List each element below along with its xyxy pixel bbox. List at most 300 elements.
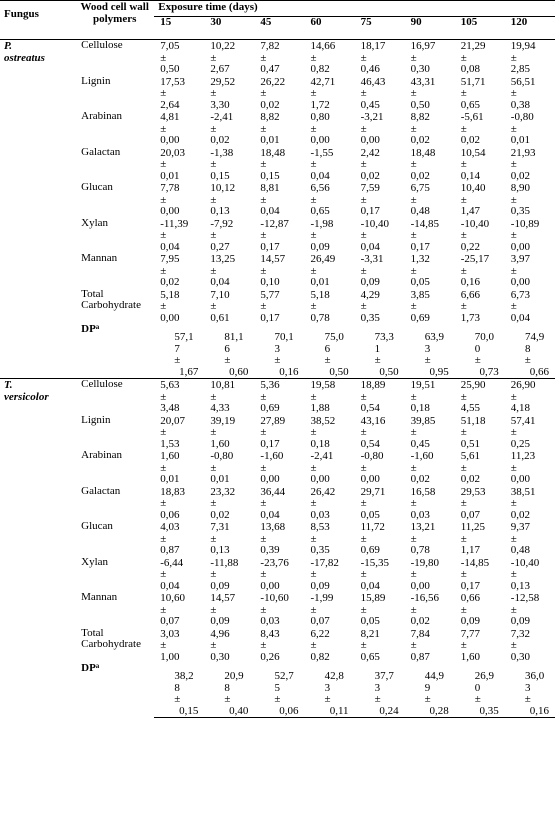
plus-minus-sign: ± (260, 497, 267, 509)
sd-value (405, 392, 455, 415)
mean-value (455, 324, 505, 355)
mean-value: 19,58 (304, 379, 354, 392)
polymer-name (75, 592, 154, 628)
plus-minus-sign: ± (474, 354, 481, 366)
sd-value (304, 569, 354, 592)
polymer-name (75, 415, 154, 451)
mean-value: -23,76 (260, 556, 289, 569)
sd-value (304, 230, 354, 253)
sd-value (154, 266, 204, 289)
mean-value: 20,07 (160, 414, 185, 427)
sd-value-text: 0,00 (510, 276, 531, 288)
sd-value (154, 569, 204, 592)
sd-value-text: 0,09 (210, 615, 230, 627)
mean-value: 26,90 (505, 379, 555, 392)
sd-value (304, 88, 354, 111)
polymer-name (75, 253, 154, 289)
sd-value (405, 569, 455, 592)
plus-minus-sign: ± (210, 603, 217, 616)
sd-value (154, 640, 204, 663)
plus-minus-sign: ± (210, 390, 217, 403)
mean-value: 38,52 (310, 414, 336, 427)
mean-value-text: 44,99 (424, 670, 444, 694)
mean-value (254, 324, 304, 355)
plus-minus-sign: ± (210, 300, 217, 312)
mean-value: 7,95 (160, 253, 180, 265)
plus-minus-sign: ± (360, 193, 367, 206)
plus-minus-sign: ± (410, 51, 417, 64)
sd-value-text: 1,67 (179, 365, 199, 378)
sd-value (505, 498, 555, 521)
plus-minus-sign: ± (410, 229, 417, 241)
sd-value (304, 301, 354, 324)
plus-minus-sign: ± (524, 693, 531, 705)
mean-value: -3,31 (360, 253, 384, 265)
mean-value-text: 81,16 (224, 331, 244, 355)
sd-value (405, 53, 455, 76)
plus-minus-sign: ± (460, 158, 467, 170)
mean-value: -14,85 (410, 217, 440, 230)
mean-value (505, 663, 555, 694)
sd-value-text: 0,45 (360, 98, 380, 111)
sd-value-text: 0,01 (160, 473, 180, 485)
plus-minus-sign: ± (210, 426, 217, 438)
sd-value-text: 1,88 (310, 402, 330, 414)
sd-value-text: 0,09 (360, 276, 380, 288)
sd-value (455, 694, 505, 718)
sd-value (204, 124, 254, 147)
mean-value-text: 70,13 (274, 331, 294, 355)
polymer-name (75, 76, 154, 112)
sd-value-text: 0,13 (210, 544, 230, 556)
mean-value-text: 36,03 (525, 670, 545, 694)
sd-value-text: 0,08 (460, 63, 480, 75)
mean-value: 10,22 (210, 40, 236, 52)
mean-value: 6,66 (460, 288, 480, 301)
sd-value (204, 266, 254, 289)
mean-value (355, 663, 405, 694)
polymer-label: Mannan (81, 591, 118, 603)
fungus-species: versicolor (4, 390, 49, 403)
mean-value: 5,18 (310, 288, 330, 301)
plus-minus-sign: ± (160, 300, 167, 312)
sd-value (254, 266, 304, 289)
mean-value: 6,22 (310, 627, 330, 640)
polymer-name (75, 557, 154, 593)
mean-value: 39,19 (210, 414, 236, 427)
sd-value-text: 4,33 (210, 402, 230, 414)
sd-value-text: 0,00 (410, 579, 430, 592)
plus-minus-sign: ± (424, 354, 431, 366)
sd-value-text: 0,01 (160, 169, 180, 182)
sd-value (154, 88, 204, 111)
sd-value-text: 0,11 (329, 704, 349, 717)
plus-minus-sign: ± (310, 461, 317, 474)
polymer-label: Arabinan (81, 110, 123, 122)
plus-minus-sign: ± (160, 426, 167, 438)
sd-value-text: 0,05 (410, 276, 430, 288)
polymer-label: Xylan (81, 216, 109, 229)
sd-value-text: 0,69 (410, 311, 430, 324)
header-day: 105 (455, 17, 505, 40)
sd-value (154, 463, 204, 486)
sd-value-text: 0,73 (479, 365, 499, 378)
sd-value-text: 0,00 (510, 240, 531, 253)
mean-value: 10,12 (210, 182, 236, 194)
plus-minus-sign: ± (460, 568, 467, 580)
sd-value-text: 0,25 (510, 437, 531, 450)
sd-value (355, 301, 405, 324)
sd-value-text: 0,22 (460, 240, 480, 253)
plus-minus-sign: ± (260, 603, 267, 616)
sd-value (204, 392, 254, 415)
plus-minus-sign: ± (410, 568, 417, 580)
plus-minus-sign: ± (374, 354, 381, 366)
sd-value (154, 355, 204, 379)
mean-value: 1,32 (410, 253, 430, 265)
mean-value: -0,80 (210, 450, 234, 462)
sd-value (505, 124, 555, 147)
sd-value-text: 0,30 (210, 650, 230, 663)
sd-value-text: 0,50 (410, 98, 430, 111)
sd-value-text: 0,02 (510, 508, 531, 521)
sd-value (154, 230, 204, 253)
plus-minus-sign: ± (260, 122, 267, 135)
sd-value (355, 605, 405, 628)
sd-value (455, 355, 505, 379)
sd-value-text: 0,00 (510, 473, 531, 485)
mean-value: 21,93 (510, 146, 536, 159)
sd-value (455, 53, 505, 76)
plus-minus-sign: ± (160, 193, 167, 206)
mean-value: -1,60 (260, 450, 284, 462)
plus-minus-sign: ± (360, 390, 367, 403)
sd-value-text: 0,00 (160, 205, 180, 217)
sd-value (254, 301, 304, 324)
plus-minus-sign: ± (210, 87, 217, 99)
mean-value: 18,83 (160, 485, 185, 498)
mean-value: 14,57 (210, 592, 236, 604)
sd-value-text: 0,07 (160, 615, 180, 627)
sd-value-text: 0,61 (210, 311, 230, 324)
sd-value (304, 124, 354, 147)
plus-minus-sign: ± (174, 693, 181, 705)
plus-minus-sign: ± (310, 497, 317, 509)
mean-value-text: 37,73 (374, 670, 394, 694)
mean-value: -11,88 (210, 556, 239, 569)
mean-value: 14,66 (310, 40, 336, 52)
sd-value-text: 0,00 (360, 473, 380, 485)
sd-value (505, 605, 555, 628)
sd-value-text: 0,51 (460, 437, 480, 450)
plus-minus-sign: ± (310, 532, 317, 545)
sd-value (455, 124, 505, 147)
mean-value: 51,18 (460, 414, 486, 427)
mean-value: 29,71 (360, 485, 386, 498)
sd-value-text: 0,16 (529, 704, 549, 717)
mean-value: 46,43 (360, 75, 386, 88)
sd-value-text: 0,09 (310, 240, 330, 253)
sd-value (154, 605, 204, 628)
sd-value-text: 0,02 (260, 98, 280, 111)
plus-minus-sign: ± (324, 693, 331, 705)
sd-value (405, 694, 455, 718)
sd-value (505, 392, 555, 415)
sd-value (254, 195, 304, 218)
sd-value-text: 0,04 (210, 276, 230, 288)
mean-value: 26,22 (260, 75, 286, 88)
plus-minus-sign: ± (360, 51, 367, 64)
plus-minus-sign: ± (360, 87, 367, 99)
plus-minus-sign: ± (260, 300, 267, 312)
sd-value (405, 124, 455, 147)
plus-minus-sign: ± (160, 122, 167, 135)
polymer-label: Galactan (81, 145, 121, 158)
mean-value: -2,41 (210, 111, 234, 123)
sd-value-text: 1,60 (210, 437, 230, 450)
plus-minus-sign: ± (310, 193, 317, 206)
polymer-name (75, 324, 154, 379)
mean-value: 4,81 (160, 111, 180, 123)
sd-value-text: 0,04 (310, 169, 330, 182)
sd-value (304, 355, 354, 379)
mean-value: -19,80 (410, 556, 440, 569)
sd-value (355, 640, 405, 663)
sd-value-text: 1,72 (310, 98, 330, 111)
mean-value: -1,98 (310, 217, 334, 230)
sd-value-text: 0,13 (510, 579, 531, 592)
mean-value (254, 663, 304, 694)
mean-value: 16,58 (410, 485, 436, 498)
sd-value (304, 694, 354, 718)
plus-minus-sign: ± (210, 51, 217, 64)
plus-minus-sign: ± (410, 461, 417, 474)
sd-value-text: 0,06 (160, 508, 180, 521)
sd-value-text: 0,24 (379, 704, 399, 717)
sd-value (254, 534, 304, 557)
mean-value: 0,66 (460, 592, 480, 604)
mean-value: 7,78 (160, 182, 180, 194)
mean-value: 27,89 (260, 414, 286, 427)
plus-minus-sign: ± (174, 354, 181, 366)
sd-value-text: 0,65 (310, 205, 330, 217)
header-day: 75 (355, 17, 405, 40)
plus-minus-sign: ± (460, 51, 467, 64)
sd-value-text: 1,17 (460, 544, 480, 556)
mean-value: 7,82 (260, 40, 280, 52)
plus-minus-sign: ± (310, 87, 317, 99)
sd-value-text: 2,67 (210, 63, 230, 75)
plus-minus-sign: ± (160, 264, 167, 277)
mean-value: 39,85 (410, 414, 436, 427)
mean-value: 17,53 (160, 75, 185, 88)
plus-minus-sign: ± (360, 426, 367, 438)
mean-value-text: 52,75 (274, 670, 294, 694)
plus-minus-sign: ± (410, 264, 417, 277)
sd-value (204, 640, 254, 663)
sd-value (355, 694, 405, 718)
polymer-label: Cellulose (81, 378, 123, 390)
mean-value: 7,59 (360, 182, 380, 194)
sd-value (304, 498, 354, 521)
mean-value (405, 324, 455, 355)
sd-value-text: 0,14 (460, 169, 480, 182)
sd-value-text: 0,17 (260, 311, 280, 324)
mean-value: 6,56 (310, 182, 330, 194)
polymer-name (75, 289, 154, 325)
mean-value-text: 20,98 (224, 670, 244, 694)
plus-minus-sign: ± (424, 693, 431, 705)
mean-value: 18,48 (260, 146, 286, 159)
plus-minus-sign: ± (374, 693, 381, 705)
sd-value-text: 0,00 (310, 134, 330, 146)
plus-minus-sign: ± (410, 603, 417, 616)
plus-minus-sign: ± (324, 354, 331, 366)
sd-value (505, 694, 555, 718)
mean-value: 18,48 (410, 146, 436, 159)
plus-minus-sign: ± (210, 264, 217, 277)
mean-value: 10,60 (160, 592, 185, 604)
mean-value: 18,89 (355, 379, 405, 392)
mean-value (304, 663, 354, 694)
plus-minus-sign: ± (410, 639, 417, 651)
dp-footnote-marker: a (95, 323, 100, 331)
sd-value-text: 0,54 (360, 437, 380, 450)
plus-minus-sign: ± (260, 87, 267, 99)
plus-minus-sign: ± (274, 354, 281, 366)
mean-value: 10,40 (460, 182, 486, 194)
sd-value (204, 230, 254, 253)
sd-value (154, 694, 204, 718)
mean-value: 8,82 (260, 111, 280, 123)
sd-value (405, 230, 455, 253)
plus-minus-sign: ± (310, 229, 317, 241)
sd-value (505, 301, 555, 324)
sd-value-text: 4,55 (460, 402, 480, 414)
plus-minus-sign: ± (310, 158, 317, 170)
plus-minus-sign: ± (260, 639, 267, 651)
sd-value (254, 569, 304, 592)
sd-value-text: 0,50 (160, 63, 180, 75)
header-day: 45 (254, 17, 304, 40)
sd-value (304, 53, 354, 76)
polymer-label: Total Carbohydrate (81, 287, 141, 311)
mean-value: -0,80 (510, 111, 534, 123)
mean-value: 42,71 (310, 75, 336, 88)
sd-value (355, 427, 405, 450)
sd-value (355, 195, 405, 218)
plus-minus-sign: ± (274, 693, 281, 705)
plus-minus-sign: ± (160, 390, 167, 403)
sd-value (204, 605, 254, 628)
sd-value (455, 569, 505, 592)
sd-value (405, 605, 455, 628)
mean-value: 8,82 (410, 111, 430, 123)
mean-value (204, 324, 254, 355)
sd-value-text: 0,04 (260, 508, 280, 521)
mean-value: -10,40 (460, 217, 490, 230)
mean-value: 5,36 (254, 379, 304, 392)
mean-value: 29,52 (210, 75, 236, 88)
mean-value: 11,23 (510, 450, 536, 462)
sd-value (455, 427, 505, 450)
plus-minus-sign: ± (460, 264, 467, 277)
plus-minus-sign: ± (260, 51, 267, 64)
polymer-name (75, 663, 154, 718)
sd-value-text: 0,15 (179, 704, 199, 717)
sd-value (355, 463, 405, 486)
plus-minus-sign: ± (310, 51, 317, 64)
header-day: 30 (204, 17, 254, 40)
sd-value (405, 498, 455, 521)
mean-value: -12,87 (260, 217, 289, 230)
sd-value (254, 498, 304, 521)
sd-value-text: 0,54 (360, 402, 380, 414)
mean-value-text: 57,17 (174, 331, 194, 355)
sd-value (505, 266, 555, 289)
plus-minus-sign: ± (160, 461, 167, 474)
sd-value (505, 427, 555, 450)
mean-value: 5,63 (154, 379, 204, 392)
plus-minus-sign: ± (310, 603, 317, 616)
mean-value: 4,03 (160, 521, 180, 533)
sd-value-text: 0,07 (460, 508, 480, 521)
sd-value-text: 0,02 (160, 276, 180, 288)
mean-value: 57,41 (510, 414, 536, 427)
plus-minus-sign: ± (160, 158, 167, 170)
mean-value: 13,68 (260, 521, 286, 533)
mean-value: 6,73 (510, 288, 531, 301)
sd-value-text: 0,30 (410, 63, 430, 75)
plus-minus-sign: ± (260, 532, 267, 545)
sd-value-text: 0,04 (360, 579, 380, 592)
plus-minus-sign: ± (210, 158, 217, 170)
plus-minus-sign: ± (410, 497, 417, 509)
sd-value (405, 301, 455, 324)
mean-value: -0,80 (360, 450, 384, 462)
sd-value (304, 159, 354, 182)
mean-value: -14,85 (460, 556, 490, 569)
fungus-species: ostreatus (4, 51, 45, 64)
plus-minus-sign: ± (474, 693, 481, 705)
polymer-name (75, 111, 154, 147)
mean-value: 10,81 (204, 379, 254, 392)
sd-value (304, 266, 354, 289)
sd-value (355, 498, 405, 521)
sd-value-text: 2,85 (510, 63, 531, 75)
sd-value-text: 0,65 (460, 98, 480, 111)
polymer-label: Total Carbohydrate (81, 626, 141, 650)
plus-minus-sign: ± (160, 603, 167, 616)
sd-value-text: 0,69 (260, 402, 280, 414)
header-exposure: Exposure time (days) (154, 1, 555, 17)
sd-value-text: 0,02 (360, 169, 380, 182)
sd-value-text: 0,38 (510, 98, 531, 111)
mean-value: -1,99 (310, 592, 334, 604)
sd-value (204, 569, 254, 592)
sd-value (304, 195, 354, 218)
plus-minus-sign: ± (260, 229, 267, 241)
mean-value: 8,53 (310, 521, 330, 533)
sd-value-text: 0,00 (360, 134, 380, 146)
plus-minus-sign: ± (260, 264, 267, 277)
sd-value-text: 0,02 (460, 473, 480, 485)
sd-value (154, 124, 204, 147)
sd-value-text: 0,40 (229, 704, 249, 717)
mean-value (455, 663, 505, 694)
sd-value (304, 463, 354, 486)
sd-value (455, 301, 505, 324)
